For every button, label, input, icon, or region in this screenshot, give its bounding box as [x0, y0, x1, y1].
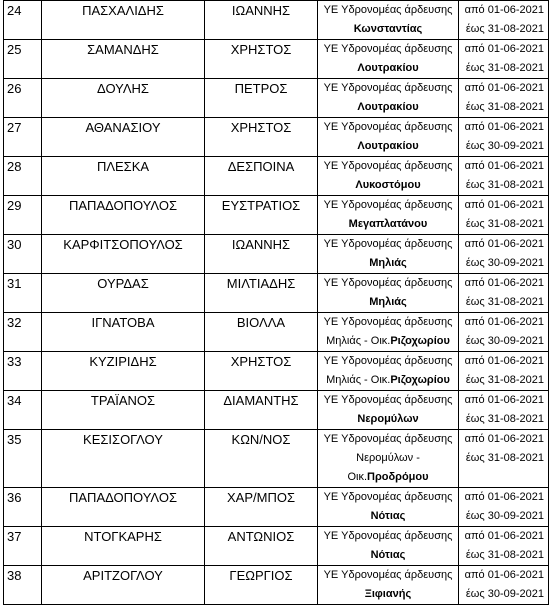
- row-number-cell-text: 26: [7, 81, 22, 96]
- table-row: [4, 79, 549, 118]
- position-text: ΥΕ Υδρονομέας άρδευσης: [323, 160, 453, 172]
- surname-cell: [42, 274, 205, 313]
- first-name-cell: [205, 79, 318, 118]
- staff-table: [3, 0, 549, 605]
- end-date: έως 30-09-2021: [465, 588, 544, 600]
- surname-cell: [42, 118, 205, 157]
- location-text: Λυκοστόμου: [355, 179, 421, 191]
- first-name-cell: [205, 40, 318, 79]
- position-cell: [318, 157, 459, 196]
- first-name-cell: [205, 274, 318, 313]
- period-cell: [459, 235, 549, 274]
- end-date: έως 31-08-2021: [465, 452, 544, 464]
- position-line: [318, 79, 458, 98]
- table-row: [4, 40, 549, 79]
- position-text: Μηλιάς - Οικ.: [326, 335, 391, 347]
- surname-cell: [42, 527, 205, 566]
- position-text: ΥΕ Υδρονομέας άρδευσης: [323, 530, 453, 542]
- first-name-cell: [205, 430, 318, 488]
- position-line: [318, 585, 458, 604]
- position-cell: [318, 235, 459, 274]
- surname-cell-text: ΣΑΜΑΝΔΗΣ: [87, 42, 159, 57]
- position-text: ΥΕ Υδρονομέας άρδευσης: [323, 433, 453, 445]
- row-number-cell: [4, 1, 42, 40]
- table-row: [4, 157, 549, 196]
- surname-cell-text: ΠΑΠΑΔΟΠΟΥΛΟΣ: [69, 198, 177, 213]
- position-line: [318, 235, 458, 254]
- start-date: από 01-06-2021: [464, 82, 544, 94]
- surname-cell: [42, 196, 205, 235]
- surname-cell: [42, 157, 205, 196]
- surname-cell-text: ΠΛΕΣΚΑ: [96, 159, 150, 174]
- row-number-cell: [4, 527, 42, 566]
- first-name-cell-text: ΔΕΣΠΟΙΝΑ: [227, 159, 295, 174]
- position-cell: [318, 1, 459, 40]
- position-cell: [318, 430, 459, 488]
- first-name-cell-text: ΔΙΑΜΑΝΤΗΣ: [223, 393, 299, 408]
- surname-cell: [42, 488, 205, 527]
- table-row: [4, 1, 549, 40]
- location-text: Μηλιάς: [369, 257, 407, 269]
- location-text: Νότιας: [370, 510, 406, 522]
- position-text: ΥΕ Υδρονομέας άρδευσης: [323, 569, 453, 581]
- start-date: από 01-06-2021: [464, 394, 544, 406]
- position-cell: [318, 488, 459, 527]
- surname-cell-text: ΙΓΝΑΤΟΒΑ: [91, 315, 155, 330]
- first-name-cell-text: ΒΙΟΛΛΑ: [236, 315, 286, 330]
- row-number-cell-text: 34: [7, 393, 22, 408]
- first-name-cell: [205, 235, 318, 274]
- position-line: [318, 371, 458, 390]
- row-number-cell-text: 37: [7, 529, 22, 544]
- end-date: έως 31-08-2021: [465, 296, 544, 308]
- table-row: [4, 430, 549, 488]
- start-date: από 01-06-2021: [464, 277, 544, 289]
- row-number-cell-text: 27: [7, 120, 22, 135]
- position-cell: [318, 391, 459, 430]
- start-date: από 01-06-2021: [464, 355, 544, 367]
- first-name-cell-text: ΓΕΩΡΓΙΟΣ: [229, 568, 293, 583]
- start-date: από 01-06-2021: [464, 433, 544, 445]
- staff-table-body: [4, 1, 549, 605]
- row-number-cell-text: 25: [7, 42, 22, 57]
- surname-cell-text: ΔΟΥΛΗΣ: [97, 81, 149, 96]
- row-number-cell: [4, 118, 42, 157]
- period-cell: [459, 274, 549, 313]
- position-cell: [318, 274, 459, 313]
- start-date: από 01-06-2021: [464, 316, 544, 328]
- end-date: έως 30-09-2021: [465, 140, 544, 152]
- period-cell: [459, 157, 549, 196]
- table-row: [4, 313, 549, 352]
- row-number-cell-text: 32: [7, 315, 22, 330]
- row-number-cell: [4, 488, 42, 527]
- location-text: Ριζοχωρίου: [390, 374, 450, 386]
- location-text: Νότιας: [370, 549, 406, 561]
- row-number-cell: [4, 79, 42, 118]
- period-cell: [459, 430, 549, 488]
- period-cell: [459, 391, 549, 430]
- row-number-cell: [4, 40, 42, 79]
- position-line: [318, 59, 458, 78]
- end-date: έως 30-09-2021: [465, 510, 544, 522]
- location-text: Λουτρακίου: [357, 62, 419, 74]
- position-line: [318, 98, 458, 117]
- start-date: από 01-06-2021: [464, 160, 544, 172]
- start-date: από 01-06-2021: [464, 43, 544, 55]
- period-cell: [459, 566, 549, 605]
- first-name-cell: [205, 313, 318, 352]
- location-text: Προδρόμου: [367, 471, 429, 483]
- start-date: από 01-06-2021: [464, 530, 544, 542]
- position-line: [318, 293, 458, 312]
- surname-cell-text: ΤΡΑΪΑΝΟΣ: [90, 393, 156, 408]
- surname-cell-text: ΟΥΡΔΑΣ: [97, 276, 149, 291]
- position-line: [318, 196, 458, 215]
- location-text: Κωνσταντίας: [353, 23, 423, 35]
- surname-cell-text: ΚΕΣΙΣΟΓΛΟΥ: [83, 432, 163, 447]
- row-number-cell-text: 36: [7, 490, 22, 505]
- start-date: από 01-06-2021: [464, 199, 544, 211]
- table-row: [4, 274, 549, 313]
- location-text: Μεγαπλατάνου: [348, 218, 428, 230]
- end-date: έως 31-08-2021: [465, 23, 544, 35]
- surname-cell: [42, 313, 205, 352]
- position-line: [318, 352, 458, 371]
- start-date: από 01-06-2021: [464, 491, 544, 503]
- row-number-cell: [4, 274, 42, 313]
- period-cell: [459, 313, 549, 352]
- first-name-cell: [205, 352, 318, 391]
- surname-cell-text: ΚΑΡΦΙΤΣΟΠΟΥΛΟΣ: [63, 237, 183, 252]
- row-number-cell-text: 31: [7, 276, 22, 291]
- table-row: [4, 488, 549, 527]
- period-cell: [459, 1, 549, 40]
- position-text: ΥΕ Υδρονομέας άρδευσης: [323, 43, 453, 55]
- first-name-cell-text: ΙΩΑΝΝΗΣ: [231, 237, 291, 252]
- position-line: [318, 546, 458, 565]
- position-line: [318, 507, 458, 526]
- end-date: έως 30-09-2021: [465, 335, 544, 347]
- position-cell: [318, 527, 459, 566]
- first-name-cell: [205, 1, 318, 40]
- first-name-cell-text: ΕΥΣΤΡΑΤΙΟΣ: [221, 198, 301, 213]
- first-name-cell: [205, 527, 318, 566]
- period-cell: [459, 527, 549, 566]
- position-text: ΥΕ Υδρονομέας άρδευσης: [323, 316, 453, 328]
- position-cell: [318, 79, 459, 118]
- first-name-cell-text: ΠΕΤΡΟΣ: [234, 81, 288, 96]
- surname-cell: [42, 566, 205, 605]
- table-row: [4, 118, 549, 157]
- row-number-cell: [4, 313, 42, 352]
- position-line: [318, 254, 458, 273]
- surname-cell-text: ΠΑΣΧΑΛΙΔΗΣ: [82, 3, 164, 18]
- location-text: Μηλιάς: [369, 296, 407, 308]
- surname-cell: [42, 235, 205, 274]
- position-text: ΥΕ Υδρονομέας άρδευσης: [323, 355, 453, 367]
- row-number-cell-text: 35: [7, 432, 22, 447]
- position-text: ΥΕ Υδρονομέας άρδευσης: [323, 121, 453, 133]
- row-number-cell: [4, 566, 42, 605]
- position-text: ΥΕ Υδρονομέας άρδευσης: [323, 199, 453, 211]
- row-number-cell-text: 38: [7, 568, 22, 583]
- location-text: Ριζοχωρίου: [390, 335, 450, 347]
- row-number-cell: [4, 352, 42, 391]
- position-cell: [318, 40, 459, 79]
- first-name-cell-text: ΧΡΗΣΤΟΣ: [230, 42, 292, 57]
- start-date: από 01-06-2021: [464, 121, 544, 133]
- position-line: [318, 118, 458, 137]
- first-name-cell: [205, 391, 318, 430]
- period-cell: [459, 40, 549, 79]
- period-cell: [459, 79, 549, 118]
- position-line: [318, 1, 458, 20]
- position-text: ΥΕ Υδρονομέας άρδευσης: [323, 4, 453, 16]
- table-row: [4, 527, 549, 566]
- position-line: [318, 332, 458, 351]
- location-text: Νερομύλων: [357, 413, 419, 425]
- position-line: [318, 20, 458, 39]
- position-line: [318, 176, 458, 195]
- location-text: Ξιφιανής: [364, 588, 412, 600]
- position-line: [318, 40, 458, 59]
- end-date: έως 31-08-2021: [465, 101, 544, 113]
- surname-cell-text: ΚΥΖΙΡΙΔΗΣ: [89, 354, 157, 369]
- position-line: [318, 468, 458, 487]
- row-number-cell: [4, 196, 42, 235]
- row-number-cell: [4, 430, 42, 488]
- location-text: Λουτρακίου: [357, 101, 419, 113]
- first-name-cell-text: ΧΑΡ/ΜΠΟΣ: [227, 490, 295, 505]
- surname-cell: [42, 40, 205, 79]
- position-text: ΥΕ Υδρονομέας άρδευσης: [323, 394, 453, 406]
- table-row: [4, 352, 549, 391]
- table-row: [4, 566, 549, 605]
- position-line: [318, 274, 458, 293]
- end-date: έως 31-08-2021: [465, 218, 544, 230]
- position-line: [318, 313, 458, 332]
- start-date: από 01-06-2021: [464, 569, 544, 581]
- position-line: [318, 430, 458, 449]
- period-cell: [459, 196, 549, 235]
- row-number-cell-text: 29: [7, 198, 22, 213]
- position-line: [318, 449, 458, 468]
- position-text: ΥΕ Υδρονομέας άρδευσης: [323, 82, 453, 94]
- position-cell: [318, 313, 459, 352]
- period-cell: [459, 488, 549, 527]
- position-line: [318, 527, 458, 546]
- end-date: έως 31-08-2021: [465, 413, 544, 425]
- period-cell: [459, 118, 549, 157]
- first-name-cell-text: ΜΙΛΤΙΑΔΗΣ: [226, 276, 296, 291]
- row-number-cell-text: 33: [7, 354, 22, 369]
- first-name-cell-text: ΙΩΑΝΝΗΣ: [231, 3, 291, 18]
- row-number-cell: [4, 157, 42, 196]
- position-text: Μηλιάς - Οικ.: [326, 374, 391, 386]
- position-cell: [318, 566, 459, 605]
- position-text: ΥΕ Υδρονομέας άρδευσης: [323, 491, 453, 503]
- first-name-cell: [205, 118, 318, 157]
- row-number-cell-text: 24: [7, 3, 22, 18]
- row-number-cell: [4, 235, 42, 274]
- surname-cell-text: ΑΘΑΝΑΣΙΟΥ: [85, 120, 161, 135]
- surname-cell: [42, 1, 205, 40]
- first-name-cell: [205, 157, 318, 196]
- surname-cell-text: ΑΡΙΤΖΟΓΛΟΥ: [83, 568, 163, 583]
- position-line: [318, 410, 458, 429]
- first-name-cell: [205, 196, 318, 235]
- position-line: [318, 137, 458, 156]
- first-name-cell-text: ΑΝΤΩΝΙΟΣ: [227, 529, 295, 544]
- location-text: Λουτρακίου: [357, 140, 419, 152]
- surname-cell: [42, 430, 205, 488]
- first-name-cell-text: ΧΡΗΣΤΟΣ: [230, 120, 292, 135]
- position-text: ΥΕ Υδρονομέας άρδευσης: [323, 238, 453, 250]
- surname-cell: [42, 79, 205, 118]
- table-row: [4, 196, 549, 235]
- position-line: [318, 215, 458, 234]
- position-cell: [318, 196, 459, 235]
- row-number-cell-text: 28: [7, 159, 22, 174]
- start-date: από 01-06-2021: [464, 4, 544, 16]
- surname-cell: [42, 391, 205, 430]
- position-text: Νερομύλων -: [356, 452, 420, 464]
- first-name-cell: [205, 488, 318, 527]
- end-date: έως 31-08-2021: [465, 62, 544, 74]
- position-text: Οικ.: [347, 471, 368, 483]
- first-name-cell: [205, 566, 318, 605]
- end-date: έως 31-08-2021: [465, 549, 544, 561]
- row-number-cell: [4, 391, 42, 430]
- row-number-cell-text: 30: [7, 237, 22, 252]
- end-date: έως 30-09-2021: [465, 257, 544, 269]
- start-date: από 01-06-2021: [464, 238, 544, 250]
- surname-cell: [42, 352, 205, 391]
- end-date: έως 31-08-2021: [465, 374, 544, 386]
- table-row: [4, 235, 549, 274]
- position-text: ΥΕ Υδρονομέας άρδευσης: [323, 277, 453, 289]
- first-name-cell-text: ΧΡΗΣΤΟΣ: [230, 354, 292, 369]
- first-name-cell-text: ΚΩΝ/ΝΟΣ: [231, 432, 291, 447]
- position-cell: [318, 352, 459, 391]
- surname-cell-text: ΠΑΠΑΔΟΠΟΥΛΟΣ: [69, 490, 177, 505]
- position-cell: [318, 118, 459, 157]
- position-line: [318, 488, 458, 507]
- position-line: [318, 391, 458, 410]
- table-row: [4, 391, 549, 430]
- position-line: [318, 157, 458, 176]
- end-date: έως 31-08-2021: [465, 179, 544, 191]
- surname-cell-text: ΝΤΟΓΚΑΡΗΣ: [84, 529, 162, 544]
- period-cell: [459, 352, 549, 391]
- position-line: [318, 566, 458, 585]
